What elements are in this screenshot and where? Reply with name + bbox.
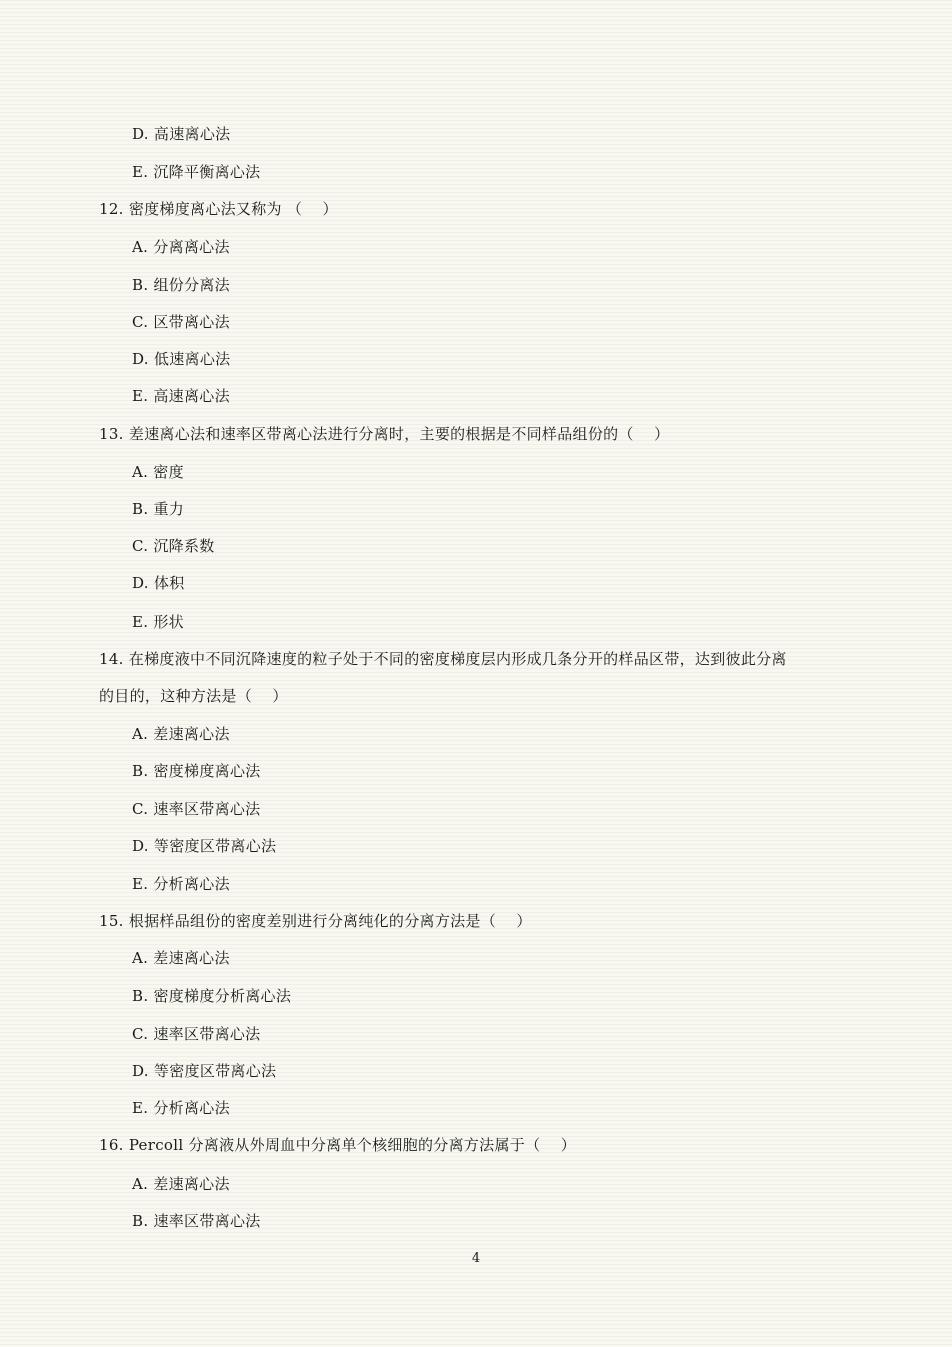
option-line: A. 差速离心法 xyxy=(132,1175,230,1193)
option-line: C. 速率区带离心法 xyxy=(132,1025,261,1043)
option-line: B. 密度梯度离心法 xyxy=(132,762,261,780)
option-line: D. 等密度区带离心法 xyxy=(132,1062,277,1080)
option-line: E. 形状 xyxy=(132,613,184,631)
option-line: B. 重力 xyxy=(132,500,185,518)
page-number: 4 xyxy=(471,1251,481,1266)
option-line: B. 组份分离法 xyxy=(132,276,230,294)
question-line: 13. 差速离心法和速率区带离心法进行分离时，主要的根据是不同样品组份的（ ） xyxy=(99,425,670,443)
option-line: C. 速率区带离心法 xyxy=(132,800,261,818)
option-line: A. 差速离心法 xyxy=(132,949,230,967)
option-line: B. 速率区带离心法 xyxy=(132,1212,261,1230)
question-line: 12. 密度梯度离心法又称为 （ ） xyxy=(99,200,338,218)
option-line: E. 高速离心法 xyxy=(132,387,230,405)
question-line: 15. 根据样品组份的密度差别进行分离纯化的分离方法是（ ） xyxy=(99,912,532,930)
question-line: 14. 在梯度液中不同沉降速度的粒子处于不同的密度梯度层内形成几条分开的样品区带，达到彼此分离 xyxy=(99,650,787,668)
option-line: D. 等密度区带离心法 xyxy=(132,837,277,855)
option-line: A. 分离离心法 xyxy=(132,238,230,256)
option-line: A. 差速离心法 xyxy=(132,725,230,743)
question-line: 16. Percoll 分离液从外周血中分离单个核细胞的分离方法属于（ ） xyxy=(99,1136,577,1154)
question-continuation-line: 的目的，这种方法是（ ） xyxy=(99,687,288,705)
option-line: D. 高速离心法 xyxy=(132,125,231,143)
option-line: A. 密度 xyxy=(132,463,184,481)
option-line: C. 区带离心法 xyxy=(132,313,230,331)
option-line: D. 低速离心法 xyxy=(132,350,231,368)
option-line: D. 体积 xyxy=(132,574,185,592)
option-line: E. 沉降平衡离心法 xyxy=(132,163,261,181)
option-line: B. 密度梯度分析离心法 xyxy=(132,987,292,1005)
option-line: E. 分析离心法 xyxy=(132,875,230,893)
option-line: E. 分析离心法 xyxy=(132,1099,230,1117)
option-line: C. 沉降系数 xyxy=(132,537,215,555)
